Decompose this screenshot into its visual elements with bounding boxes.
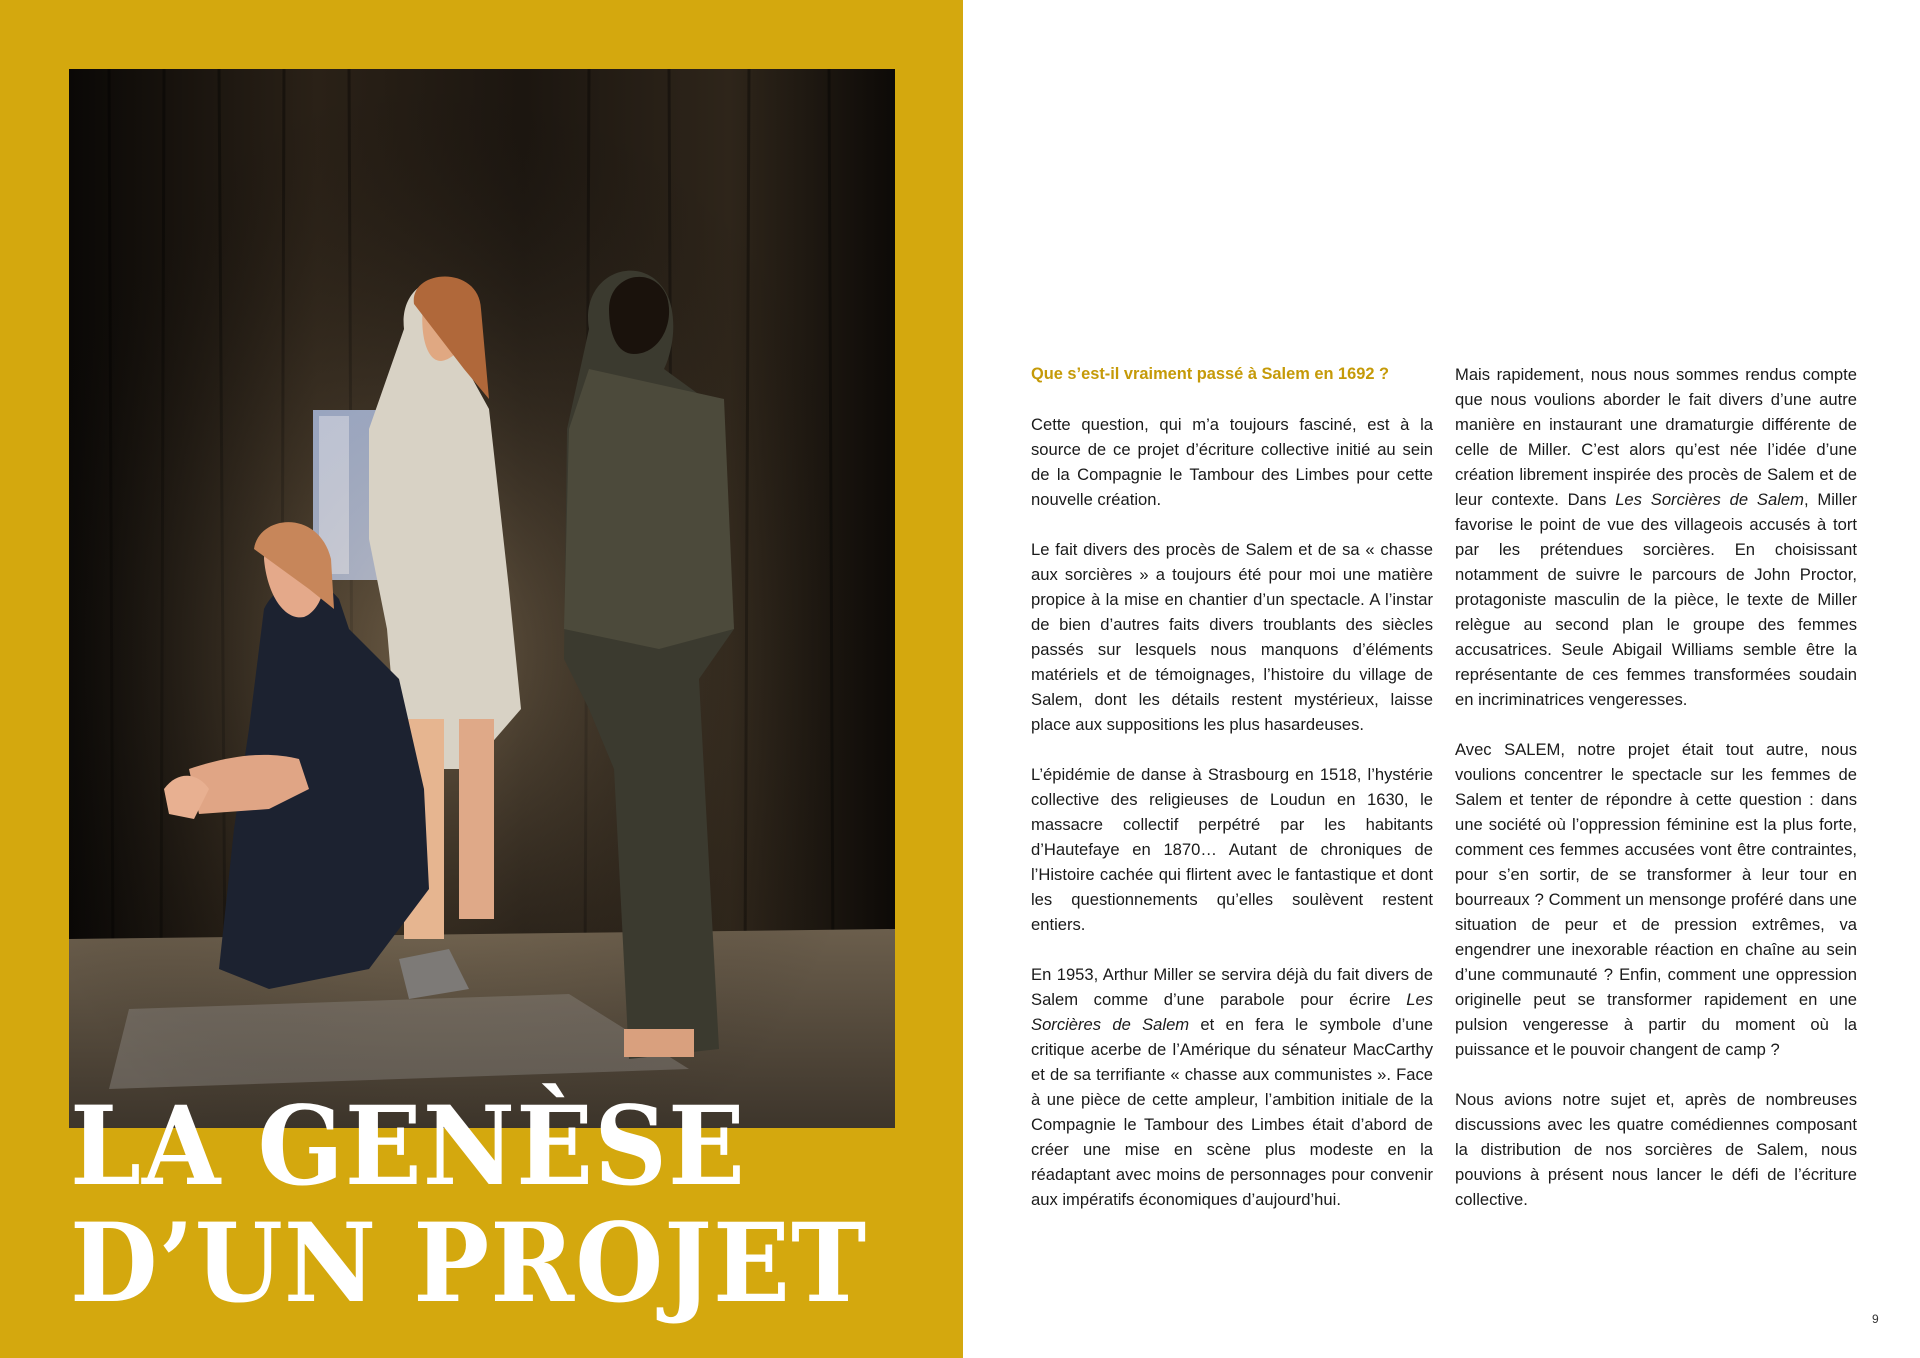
paragraph-text: , Miller favorise le point de vue des villageois accusés à tort par les prétendues sorcières. En choisissant notamment de suivre le parcours de John Proctor, protagoniste masculin de la pièce, le texte de Miller relègue au second plan le groupe des femmes accusatrices. Seule Abigail Williams semble être la représentante de ces femmes transformées soudain en incriminatrices vengeresses. xyxy=(1455,490,1858,709)
paragraph: Le fait divers des procès de Salem et de sa « chasse aux sorcières » a toujours été pour moi une matière propice à la mise en chantier d’un spectacle. A l’instar de bien d’autres faits divers troublants des siècles passés sur lesquels nous manquons d’éléments matériels et de témoignages, l’histoire du village de Salem, dont les détails restent mystérieux, laisse place aux suppositions les plus hasardeuses. xyxy=(1031,540,1433,734)
paragraph xyxy=(1031,962,1433,1212)
paragraph-text: En 1953, Arthur Miller se servira déjà du fait divers de Salem comme d’une parabole pour écrire xyxy=(1031,965,1433,1009)
paragraph-text: Mais rapidement, nous nous sommes rendus compte que nous voulions aborder le fait divers d’une autre manière en instaurant une dramaturgie différente de celle de Miller. C’est alors qu’est née l’idée d’une création librement inspirée des procès de Salem et de leur contexte. Dans xyxy=(1455,365,1857,509)
stage-photo xyxy=(69,69,895,1128)
paragraph xyxy=(1455,362,1857,712)
paragraph: Cette question, qui m’a toujours fasciné, est à la source de ce projet d’écriture collective initié au sein de la Compagnie le Tambour des Limbes pour cette nouvelle création. xyxy=(1031,415,1433,509)
page-title xyxy=(70,1081,930,1327)
section-question: Que s’est-il vraiment passé à Salem en 1692 ? xyxy=(1031,365,1390,383)
paragraph-text: et en fera le symbole d’une critique acerbe de l’Amérique du sénateur MacCarthy et de sa terrifiante « chasse aux communistes ». Face à une pièce de cette ampleur, l’ambition initiale de la Compagnie le Tambour des Limbes était d’abord de créer une mise en scène plus modeste en la réadaptant avec moins de personnages pour convenir aux impératifs économiques d’aujourd’hui. xyxy=(1031,1015,1433,1209)
text-column-2 xyxy=(1455,362,1857,1237)
title-line-1: LA GENÈSE xyxy=(70,1081,747,1211)
paragraph: Avec SALEM, notre projet était tout autre, nous voulions concentrer le spectacle sur les femmes de Salem et tenter de répondre à cette question : dans une société où l’oppression féminine est la plus forte, comment ces femmes accusées vont être contraintes, pour s’en sortir, de se transformer à leur tour en bourreaux ? Comment un mensonge proféré dans une situation de peur et de pression extrêmes, va engendrer une inexorable réaction en chaîne au sein d’une communauté ? Enfin, comment une oppression originelle peut se transformer rapidement en une pulsion vengeresse à partir du moment où la puissance et le pouvoir changent de camp ? xyxy=(1455,740,1857,1059)
play-title-italic: Les Sorcières de Salem xyxy=(1031,990,1433,1034)
text-column-1 xyxy=(1031,362,1433,1237)
paragraph: L’épidémie de danse à Strasbourg en 1518, l’hystérie collective des religieuses de Loudun en 1630, le massacre collectif perpétré par les habitants d’Hautefaye en 1870… Autant de chroniques de l’Histoire cachée qui flirtent avec le fantastique et dont les questionnements qu’elles soulèvent restent entiers. xyxy=(1031,765,1433,934)
paragraph: Nous avions notre sujet et, après de nombreuses discussions avec les quatre comédiennes composant la distribution de nos sorcières de Salem, nous pouvions à présent nous lancer le défi de l’écriture collective. xyxy=(1455,1090,1857,1209)
stage-photo-icon xyxy=(69,69,895,1128)
play-title-italic: Les Sorcières de Salem xyxy=(1615,490,1804,509)
title-line-2: D’UN PROJET xyxy=(70,1198,868,1327)
page-number: 9 xyxy=(1872,1312,1879,1326)
